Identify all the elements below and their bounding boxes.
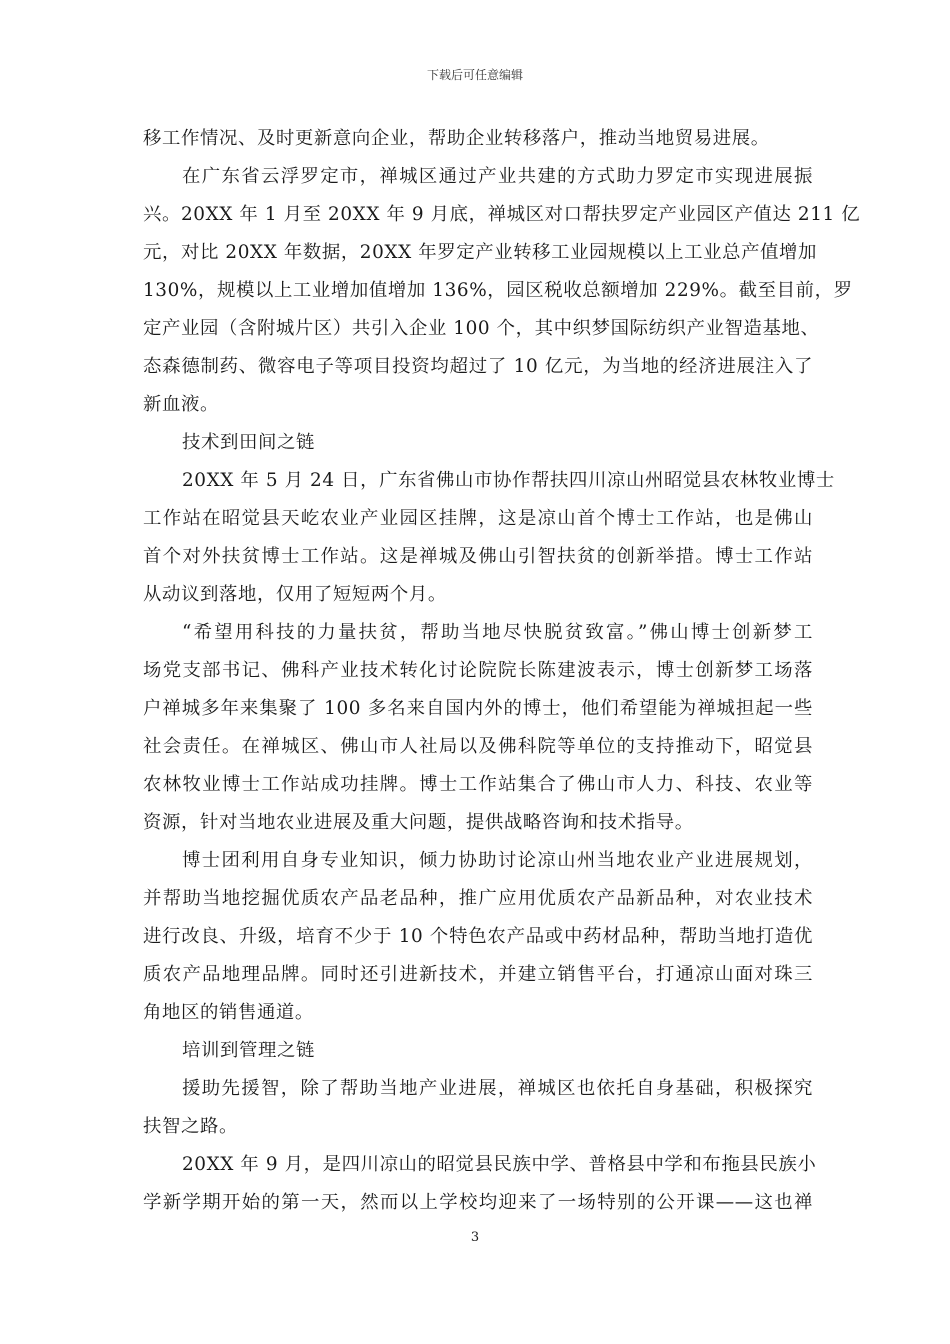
paragraph-line: 在广东省云浮罗定市，禅城区通过产业共建的方式助力罗定市实现进展振 <box>182 166 813 187</box>
paragraph-line: 社会责任。在禅城区、佛山市人社局以及佛科院等单位的支持推动下，昭觉县 <box>143 736 813 757</box>
section-heading: 培训到管理之链 <box>182 1040 315 1061</box>
page-number: 3 <box>470 1230 480 1245</box>
paragraph-line: 移工作情况、及时更新意向企业，帮助企业转移落户，推动当地贸易进展。 <box>143 128 770 149</box>
paragraph-line: 角地区的销售通道。 <box>143 1002 314 1023</box>
paragraph-line: 资源，针对当地农业进展及重大问题，提供战略咨询和技术指导。 <box>143 812 694 833</box>
page-header: 下载后可任意编辑 <box>426 68 523 82</box>
paragraph-line: 定产业园（含附城片区）共引入企业 100 个，其中织梦国际纺织产业智造基地、 <box>143 318 820 339</box>
paragraph-line: 户禅城多年来集聚了 100 多名来自国内外的博士，他们希望能为禅城担起一些 <box>143 698 813 719</box>
paragraph-line: 学新学期开始的第一天，然而以上学校均迎来了一场特别的公开课——这也禅 <box>143 1192 813 1213</box>
paragraph-line: 援助先援智，除了帮助当地产业进展，禅城区也依托自身基础，积极探究 <box>182 1078 813 1099</box>
paragraph-line: 博士团利用自身专业知识，倾力协助讨论凉山州当地农业产业进展规划， <box>182 850 813 871</box>
paragraph-line: 场党支部书记、佛科产业技术转化讨论院院长陈建波表示，博士创新梦工场落 <box>143 660 813 681</box>
paragraph-line: 农林牧业博士工作站成功挂牌。博士工作站集合了佛山市人力、科技、农业等 <box>143 774 813 795</box>
paragraph-line: 元，对比 20XX 年数据，20XX 年罗定产业转移工业园规模以上工业总产值增加 <box>143 242 818 263</box>
paragraph-line: 工作站在昭觉县天屹农业产业园区挂牌，这是凉山首个博士工作站，也是佛山 <box>143 508 813 529</box>
paragraph-line: 并帮助当地挖掘优质农产品老品种，推广应用优质农产品新品种，对农业技术 <box>143 888 813 909</box>
paragraph-line: 新血液。 <box>143 394 219 415</box>
paragraph-line: 态森德制药、微容电子等项目投资均超过了 10 亿元，为当地的经济进展注入了 <box>143 356 813 377</box>
paragraph-line: 兴。20XX 年 1 月至 20XX 年 9 月底，禅城区对口帮扶罗定产业园区产值达 211 亿 <box>143 204 861 225</box>
paragraph-line: 20XX 年 5 月 24 日，广东省佛山市协作帮扶四川凉山州昭觉县农林牧业博士 <box>182 470 835 491</box>
paragraph-line: 首个对外扶贫博士工作站。这是禅城及佛山引智扶贫的创新举措。博士工作站 <box>143 546 813 567</box>
paragraph-line: 进行改良、升级，培育不少于 10 个特色农产品或中药材品种，帮助当地打造优 <box>143 926 813 947</box>
paragraph-line: 扶智之路。 <box>143 1116 238 1137</box>
section-heading: 技术到田间之链 <box>182 432 315 453</box>
paragraph-line: 20XX 年 9 月，是四川凉山的昭觉县民族中学、普格县中学和布拖县民族小 <box>182 1154 817 1175</box>
paragraph-line: 质农产品地理品牌。同时还引进新技术，并建立销售平台，打通凉山面对珠三 <box>143 964 813 985</box>
paragraph-line: 从动议到落地，仅用了短短两个月。 <box>143 584 447 605</box>
paragraph-line: “希望用科技的力量扶贫，帮助当地尽快脱贫致富。”佛山博士创新梦工 <box>182 622 813 643</box>
paragraph-line: 130%，规模以上工业增加值增加 136%，园区税收总额增加 229%。截至目前，罗 <box>143 280 853 301</box>
